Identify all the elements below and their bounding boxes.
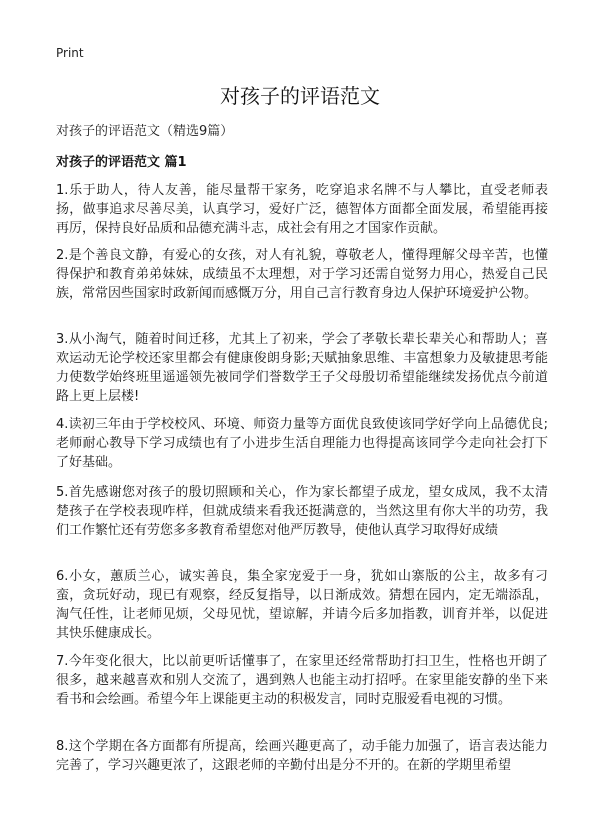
- paragraph-3: 3.从小淘气，随着时间迁移，尤其上了初来，学会了孝敬长辈长辈关心和帮助人；喜欢运动无论学校还家里都会有健康俊朗身影;天赋抽象思维、丰富想象力及敏捷思考能力使数学始终班里遥遥领先被同学们誉数学王子父母殷切希望能继续发扬优点今前道路上更上层楼!: [56, 332, 548, 404]
- print-link[interactable]: Print: [56, 46, 84, 60]
- paragraph-8: 8.这个学期在各方面都有所提高，绘画兴趣更高了，动手能力加强了，语言表达能力完善了，学习兴趣更浓了，这跟老师的辛勤付出是分不开的。在新的学期里希望: [56, 739, 548, 773]
- document-subtitle: 对孩子的评语范文（精选9篇）: [56, 124, 234, 139]
- paragraph-7: 7.今年变化很大，比以前更听话懂事了，在家里还经常帮助打扫卫生，性格也开朗了很多，越来越喜欢和别人交流了，遇到熟人也能主动打招呼。在家里能安静的坐下来看书和会绘画。希望今年上课能更主动的积极发言，同时克服爱看电视的习惯。: [56, 654, 548, 707]
- paragraph-5: 5.首先感谢您对孩子的殷切照顾和关心，作为家长都望子成龙，望女成凤，我不太清楚孩子在学校表现咋样，但就成绩来看我还挺满意的，当然这里有你大半的功劳，我们工作繁忙还有劳您多多教育希望您对他严厉教导，使他认真学习取得好成绩: [56, 485, 548, 538]
- page-title: 对孩子的评语范文: [220, 84, 380, 108]
- paragraph-6: 6.小女，蕙质兰心，诚实善良，集全家宠爱于一身，犹如山寨版的公主，故多有刁蛮，贪玩好动，现已有观察，经反复指导，以日渐成效。猜想在园内，定无端添乱，淘气任性，让老师见烦，父母见忧，望谅解，并请今后多加指教，训育并举，以促进其快乐健康成长。: [56, 569, 548, 641]
- paragraph-4: 4.读初三年由于学校校风、环境、师资力量等方面优良致使该同学好学向上品德优良;老师耐心教导下学习成绩也有了小进步生活自理能力也得提高该同学今走向社会打下了好基础。: [56, 417, 548, 470]
- paragraph-1: 1.乐于助人，待人友善，能尽量帮干家务，吃穿追求名牌不与人攀比，直受老师表扬，做事追求尽善尽美，认真学习，爱好广泛，德智体方面都全面发展，希望能再接再厉，保持良好品质和品德充满斗志，成社会有用之才国家作贡献。: [56, 183, 548, 236]
- paragraph-2: 2.是个善良文静，有爱心的女孩，对人有礼貌，尊敬老人，懂得理解父母辛苦，也懂得保护和教育弟弟妹妹，成绩虽不太理想，对于学习还需自觉努力用心，热爱自己民族，常常因些国家时政新闻而感慨万分，用自己言行教育身边人保护环境爱护公物。: [56, 248, 548, 301]
- section-heading: 对孩子的评语范文 篇1: [56, 155, 187, 170]
